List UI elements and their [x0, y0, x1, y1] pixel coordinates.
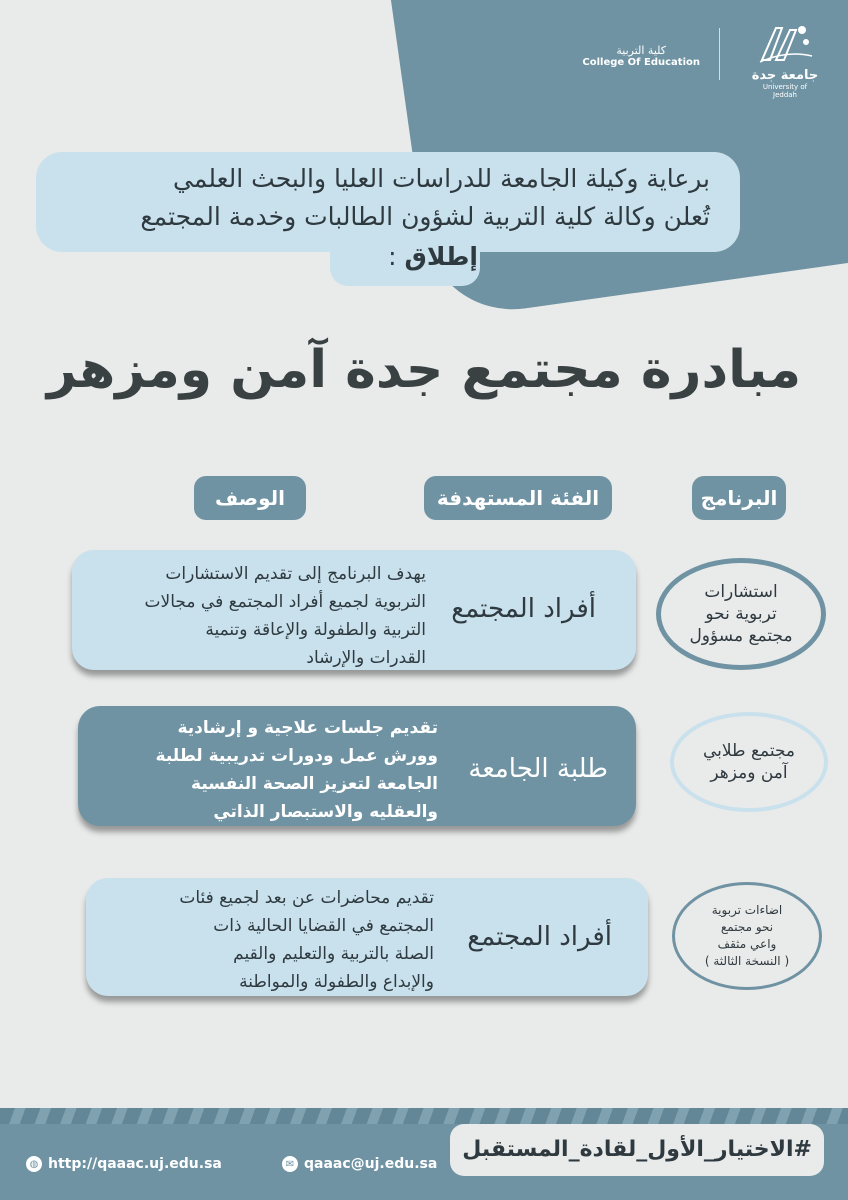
program-1-line-1: استشارات	[704, 582, 778, 602]
program-3-line-3: واعي مثقف	[717, 937, 777, 951]
college-name-en: College Of Education	[582, 57, 700, 68]
intro-box	[36, 152, 740, 252]
university-name-en: University of Jeddah	[762, 83, 808, 99]
description-2-line-2: وورش عمل ودورات تدريبية لطلبة	[155, 746, 438, 766]
footer-email: qaaac@uj.edu.sa	[304, 1156, 438, 1172]
column-header-program: البرنامج	[692, 476, 786, 520]
program-oval-1	[656, 558, 826, 670]
footer-hashtag: #الاختيار_الأول_لقادة_المستقبل	[450, 1124, 824, 1176]
college-logo	[582, 44, 700, 68]
description-2-line-4: والعقليه والاستبصار الذاتي	[213, 802, 438, 822]
program-2-line-1: مجتمع طلابي	[702, 741, 796, 761]
launch-label	[388, 242, 478, 271]
description-1-line-1: يهدف البرنامج إلى تقديم الاستشارات	[165, 564, 426, 584]
college-name-ar: كلية التربية	[616, 44, 667, 57]
description-1	[145, 560, 426, 672]
description-2-line-3: الجامعة لتعزيز الصحة النفسية	[191, 774, 438, 794]
program-3-line-2: نحو مجتمع	[720, 920, 774, 934]
description-1-line-3: التربية والطفولة والإعاقة وتنمية	[205, 620, 426, 640]
description-3-line-2: المجتمع في القضايا الحالية ذات	[213, 916, 434, 936]
description-3-line-1: تقديم محاضرات عن بعد لجميع فئات	[179, 888, 434, 908]
page-title: مبادرة مجتمع جدة آمن ومزهر	[46, 340, 802, 400]
intro-line-2: تُعلن وكالة كلية التربية لشؤون الطالبات وخدمة المجتمع	[140, 202, 710, 231]
globe-icon: ◍	[26, 1156, 42, 1172]
program-3-line-4: ( النسخة الثالثة )	[704, 954, 790, 968]
university-logo	[750, 20, 820, 99]
column-header-description: الوصف	[194, 476, 306, 520]
target-2: طلبة الجامعة	[468, 754, 608, 784]
program-oval-2	[670, 712, 828, 812]
launch-colon: :	[388, 242, 405, 271]
footer-stripe	[0, 1108, 848, 1124]
program-1-line-2: تربوية نحو	[705, 604, 777, 624]
description-3-line-3: الصلة بالتربية والتعليم والقيم	[233, 944, 434, 964]
header-logos	[490, 20, 820, 100]
description-1-line-2: التربوية لجميع أفراد المجتمع في مجالات	[144, 592, 426, 612]
column-header-target: الفئة المستهدفة	[424, 476, 612, 520]
footer-website: http://qaaac.uj.edu.sa	[48, 1156, 222, 1172]
intro-line-1: برعاية وكيلة الجامعة للدراسات العليا والبحث العلمي	[173, 164, 710, 193]
description-3-line-4: والإبداع والطفولة والمواطنة	[239, 972, 434, 992]
row-card-3	[86, 878, 648, 996]
university-name-ar: جامعة جدة	[751, 68, 819, 83]
university-emblem-icon	[756, 20, 814, 66]
program-2-line-2: آمن ومزهر	[710, 763, 788, 783]
program-oval-3	[672, 882, 822, 990]
program-1-line-3: مجتمع مسؤول	[689, 626, 793, 646]
target-3: أفراد المجتمع	[467, 922, 612, 952]
footer-website-link[interactable]	[26, 1156, 222, 1172]
description-2-line-1: تقديم جلسات علاجية و إرشادية	[177, 718, 438, 738]
logo-divider	[719, 28, 720, 80]
description-3	[179, 884, 434, 996]
row-card-1	[72, 550, 636, 670]
description-1-line-4: القدرات والإرشاد	[306, 648, 426, 668]
target-1: أفراد المجتمع	[451, 594, 596, 624]
row-card-2	[78, 706, 636, 826]
description-2	[156, 714, 438, 826]
email-icon: ✉	[282, 1156, 298, 1172]
program-3-line-1: اضاءات تربوية	[711, 903, 783, 917]
launch-word: إطلاق	[404, 242, 478, 271]
footer-email-link[interactable]	[282, 1156, 437, 1172]
